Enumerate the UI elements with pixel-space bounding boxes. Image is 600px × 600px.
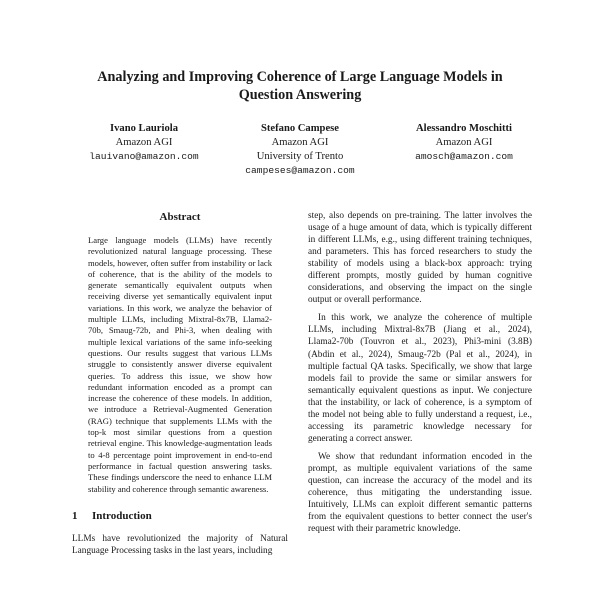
author-affiliation: Amazon AGI <box>115 137 173 148</box>
author-name: Ivano Lauriola <box>110 123 178 134</box>
section-number: 1 <box>72 509 78 522</box>
title-line-2: Question Answering <box>238 87 362 103</box>
left-column <box>72 210 288 557</box>
paper-title <box>60 68 540 104</box>
body-paragraph: In this work, we analyze the coherence of multiple LLMs, including Mixtral-8x7B (Jiang et al., 2024), Llama2-70b (Touvron et al., 2023), Phi3-mini (3.8B) (Abdin et al., 2024), Smaug-72b (Pal et al., 2024), in multiple factual QA tasks. Specifically, we show that large models fail to provide the same or similar answers for semantically equivalent questions as input. We conjecture that the instability, or lack of coherence, is a symptom of the model not being able to fully understand a request, i.e., accessing its parametric knowledge necessary for generating a correct answer. <box>308 313 532 444</box>
section-title: Introduction <box>92 509 152 522</box>
author-affiliation: Amazon AGI <box>435 137 493 148</box>
intro-paragraph: LLMs have revolutionized the majority of Natural Language Processing tasks in the last years, including <box>72 533 288 556</box>
author-block <box>236 122 364 178</box>
author-name: Alessandro Moschitti <box>415 123 513 134</box>
author-name: Stefano Campese <box>261 123 339 134</box>
title-line-1: Analyzing and Improving Coherence of Large Language Models in <box>97 69 503 85</box>
abstract-heading: Abstract <box>159 211 201 223</box>
author-email: campeses@amazon.com <box>245 165 355 176</box>
body-paragraph: step, also depends on pre-training. The latter involves the usage of a huge amount of data, which is typically different in different LLMs, e.g., using different training techniques, and parameters. This has forced researchers to study the stability of models using a black-box approach: trying different prompts, mostly guided by human cognitive considerations, and observing the impact on the single output or overall performance. <box>308 211 532 306</box>
body-paragraph: We show that redundant information encoded in the prompt, as multiple equivalent variations of the same question, can increase the accuracy of the model and its coherence, thus mitigating the understanding issue. Intuitively, LLMs can exploit different semantic patterns from the equivalent questions to better connect the user's request with their parametric knowledge. <box>308 451 532 535</box>
author-affiliation-secondary: University of Trento <box>256 151 344 162</box>
author-affiliation: Amazon AGI <box>271 137 329 148</box>
right-column <box>308 210 532 541</box>
abstract-text: Large language models (LLMs) have recently revolutionized natural language processing. These models, however, often suffer from instability or lack of coherence, that is the ability of the models to generate semantically equivalent outputs when receiving diverse yet semantically equivalent input variations. In this work, we analyze the behavior of multiple LLMs, including Mixtral-8x7B, Llama2-70b, Smaug-72b, and Phi-3, when dealing with multiple lexical variations of the same info-seeking questions. Our results suggest that various LLMs struggle to consistently answer diverse equivalent queries. To address this issue, we show how redundant information encoded as a prompt can increase the coherence of these models. In addition, we introduce a Retrieval-Augmented Generation (RAG) technique that supplements LLMs with the top-k most similar questions from a question retrieval engine. This knowledge-augmentation leads to 4-8 percentage point improvement in end-to-end performance in factual question answering tasks. These findings underscore the need to enhance LLM stability and coherence through semantic awareness. <box>88 235 272 494</box>
author-block <box>80 122 208 164</box>
author-email: lauivano@amazon.com <box>89 151 199 162</box>
author-block <box>386 122 542 164</box>
author-email: amosch@amazon.com <box>415 151 513 162</box>
section-heading <box>72 509 288 523</box>
